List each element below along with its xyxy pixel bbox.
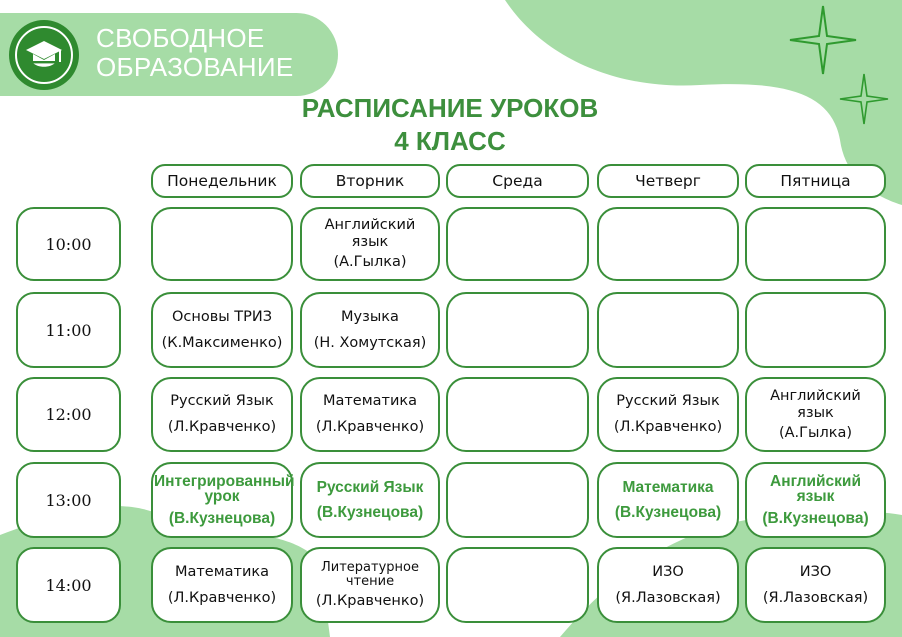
lesson-cell bbox=[300, 547, 440, 623]
lesson-subject: Русский Язык bbox=[170, 393, 274, 409]
lesson-cell-empty bbox=[446, 377, 589, 452]
lesson-cell-empty bbox=[597, 292, 739, 368]
lesson-cell-empty bbox=[446, 547, 589, 623]
lesson-cell-highlighted bbox=[151, 462, 293, 538]
day-header-friday: Пятница bbox=[745, 164, 886, 198]
time-slot-4: 13:00 bbox=[16, 462, 121, 538]
page-title bbox=[250, 92, 650, 158]
day-header-monday: Понедельник bbox=[151, 164, 293, 198]
lesson-teacher: (А.Гылка) bbox=[778, 424, 853, 441]
lesson-cell bbox=[151, 547, 293, 623]
lesson-cell bbox=[745, 377, 886, 452]
day-header-tuesday: Вторник bbox=[300, 164, 440, 198]
lesson-cell-empty bbox=[446, 462, 589, 538]
lesson-cell-highlighted bbox=[597, 462, 739, 538]
lesson-cell bbox=[151, 292, 293, 368]
lesson-subject: ИЗО bbox=[652, 563, 684, 580]
lesson-cell-empty bbox=[446, 207, 589, 281]
lesson-teacher: (Я.Лазовская) bbox=[615, 589, 721, 606]
lesson-subject: Английский язык bbox=[324, 217, 416, 250]
lesson-cell-empty bbox=[745, 207, 886, 281]
title-line-2: 4 КЛАСС bbox=[394, 126, 506, 156]
lesson-subject: Английский язык bbox=[770, 472, 861, 505]
lesson-teacher: (В.Кузнецова) bbox=[168, 509, 276, 527]
lesson-subject: ИЗО bbox=[799, 563, 832, 580]
lesson-subject: Русский Язык bbox=[616, 393, 720, 409]
lesson-cell bbox=[300, 292, 440, 368]
lesson-teacher: (К.Максименко) bbox=[161, 334, 283, 351]
lesson-subject: Основы ТРИЗ bbox=[171, 308, 273, 325]
lesson-cell-empty bbox=[151, 207, 293, 281]
time-slot-3: 12:00 bbox=[16, 377, 121, 452]
lesson-teacher: (Л.Кравченко) bbox=[167, 589, 277, 606]
lesson-cell bbox=[300, 377, 440, 452]
lesson-cell-empty bbox=[446, 292, 589, 368]
logo-ring bbox=[15, 26, 73, 84]
title-line-1: РАСПИСАНИЕ УРОКОВ bbox=[301, 93, 599, 123]
lesson-teacher: (Л.Кравченко) bbox=[167, 419, 277, 435]
lesson-cell-empty bbox=[597, 207, 739, 281]
lesson-teacher: (Л.Кравченко) bbox=[613, 419, 723, 435]
lesson-teacher: (Л.Кравченко) bbox=[315, 419, 425, 435]
brand-name bbox=[96, 24, 294, 82]
lesson-cell bbox=[597, 547, 739, 623]
lesson-cell-empty bbox=[745, 292, 886, 368]
time-slot-2: 11:00 bbox=[16, 292, 121, 368]
sparkle-small-icon bbox=[838, 72, 890, 126]
lesson-teacher: (В.Кузнецова) bbox=[614, 503, 722, 521]
lesson-cell-highlighted bbox=[300, 462, 440, 538]
lesson-cell-highlighted bbox=[745, 462, 886, 538]
lesson-subject: Литературное чтение bbox=[321, 559, 419, 589]
lesson-subject: Русский Язык bbox=[316, 478, 424, 496]
graduation-cap-icon bbox=[24, 38, 64, 72]
lesson-subject: Музыка bbox=[341, 308, 399, 325]
lesson-subject: Интегрированный урок bbox=[154, 472, 295, 505]
lesson-teacher: (Я.Лазовская) bbox=[762, 589, 869, 606]
time-slot-1: 10:00 bbox=[16, 207, 121, 281]
lesson-teacher: (В.Кузнецова) bbox=[762, 509, 869, 527]
logo bbox=[9, 20, 79, 90]
lesson-cell bbox=[300, 207, 440, 281]
lesson-teacher: (Л.Кравченко) bbox=[315, 592, 425, 609]
sparkle-icon bbox=[788, 4, 858, 76]
lesson-cell bbox=[745, 547, 886, 623]
lesson-subject: Математика bbox=[174, 563, 270, 580]
day-header-wednesday: Среда bbox=[446, 164, 589, 198]
lesson-cell bbox=[151, 377, 293, 452]
lesson-subject: Английский язык bbox=[770, 387, 861, 421]
lesson-cell bbox=[597, 377, 739, 452]
lesson-teacher: (В.Кузнецова) bbox=[316, 503, 424, 521]
lesson-subject: Математика bbox=[622, 478, 714, 496]
brand-line-2: ОБРАЗОВАНИЕ bbox=[96, 52, 294, 82]
lesson-teacher: (Н. Хомутская) bbox=[313, 334, 427, 351]
day-header-thursday: Четверг bbox=[597, 164, 739, 198]
brand-line-1: СВОБОДНОЕ bbox=[96, 23, 265, 53]
lesson-subject: Математика bbox=[322, 393, 418, 409]
time-slot-5: 14:00 bbox=[16, 547, 121, 623]
lesson-teacher: (А.Гылка) bbox=[333, 254, 407, 270]
